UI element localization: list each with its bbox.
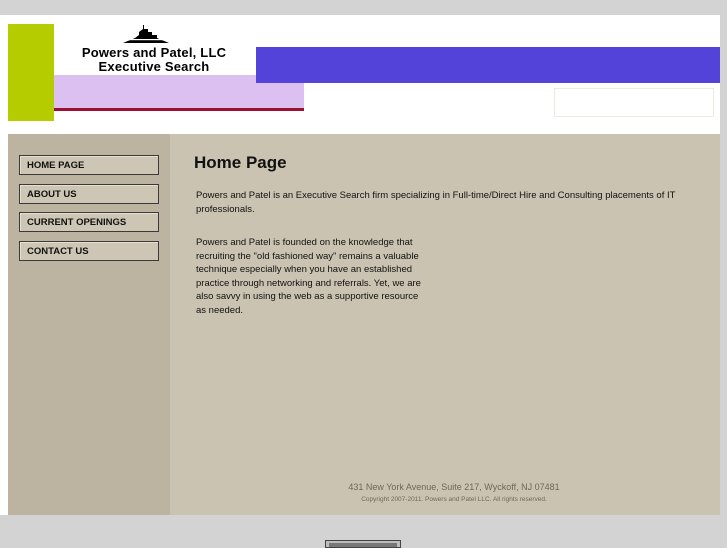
footer-copyright: Copyright 2007-2011. Powers and Patel LLC. All rights reserved. [361, 496, 547, 503]
red-divider-line [54, 108, 304, 111]
stair-step-triangle-logo-icon [121, 23, 171, 45]
nav-contact-us-button[interactable]: CONTACT US [19, 241, 159, 261]
footer-badge[interactable] [325, 540, 401, 548]
nav-home-page-button[interactable]: HOME PAGE [19, 155, 159, 175]
sidebar-nav [8, 134, 170, 515]
nav-current-openings-button[interactable]: CURRENT OPENINGS [19, 212, 159, 232]
header [0, 15, 720, 133]
page-container [0, 15, 720, 515]
page-title: Home Page [194, 153, 287, 172]
blue-header-bar [256, 47, 720, 83]
intro-paragraph: Powers and Patel is an Executive Search firm specializing in Full-time/Direct Hire and Consulting placements of IT professionals. [196, 190, 676, 215]
content-area [8, 134, 720, 515]
main-content [194, 134, 714, 515]
footer-address: 431 New York Avenue, Suite 217, Wyckoff, NJ 07481 [348, 482, 560, 492]
green-accent-bar [8, 24, 54, 121]
company-tagline: Executive Search [98, 59, 210, 74]
about-paragraph: Powers and Patel is founded on the knowledge that recruiting the "old fashioned way" remains a valuable technique especially when you have an established practice through networking and referrals. Yet, we are also savvy in using the web as a supportive resource as needed. [196, 237, 421, 316]
company-name: Powers and Patel, LLC [81, 45, 227, 60]
company-logo[interactable] [56, 23, 252, 75]
footer-badge-inner [329, 543, 397, 547]
nav-about-us-button[interactable]: ABOUT US [19, 184, 159, 204]
header-empty-box [554, 88, 714, 117]
